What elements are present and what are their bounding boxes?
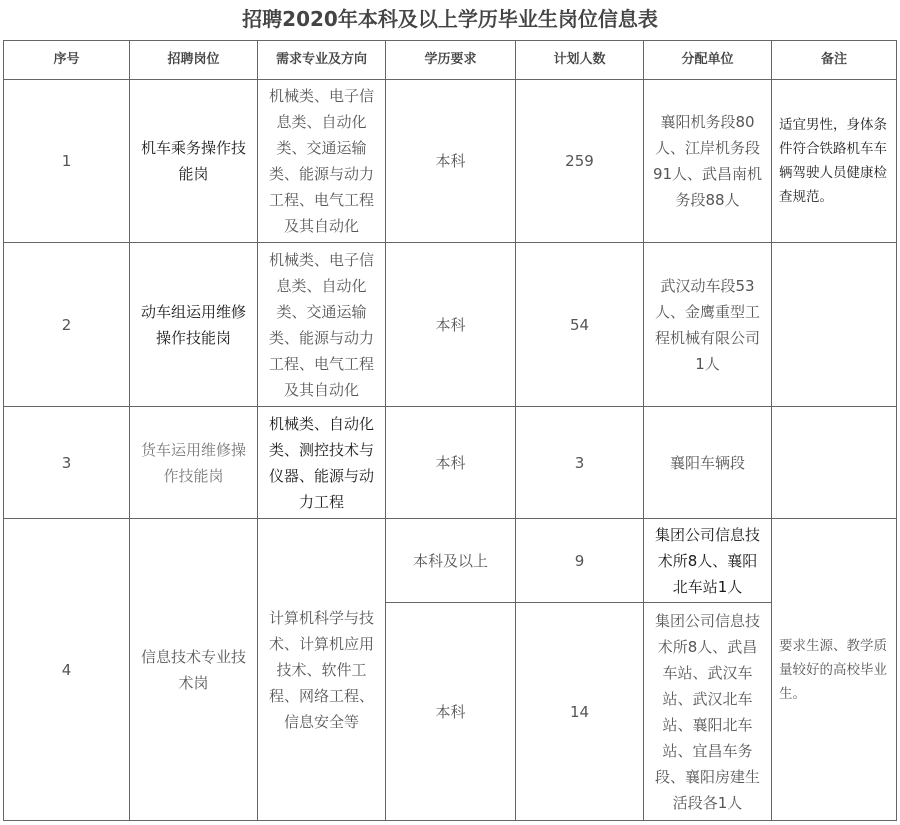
remark: 适宜男性，身体条件符合铁路机车车辆驾驶人员健康检查规范。: [772, 80, 897, 243]
row-number: 1: [4, 80, 130, 243]
row-number: 3: [4, 407, 130, 519]
assigned-unit: 集团公司信息技术所8人、武昌车站、武汉车站、武汉北车站、襄阳北车站、宜昌车务段、襄阳房建生活段各1人: [644, 603, 772, 821]
assigned-unit: 襄阳机务段80人、江岸机务段91人、武昌南机务段88人: [644, 80, 772, 243]
row-number: 2: [4, 243, 130, 407]
assigned-unit: 襄阳车辆段: [644, 407, 772, 519]
position-name: 机车乘务操作技能岗: [130, 80, 258, 243]
major-list: 机械类、电子信息类、自动化类、交通运输类、能源与动力工程、电气工程及其自动化: [258, 243, 386, 407]
education-requirement: 本科及以上: [386, 519, 516, 603]
plan-count: 259: [516, 80, 644, 243]
recruitment-table: [3, 40, 897, 821]
major-list: 计算机科学与技术、计算机应用技术、软件工程、网络工程、信息安全等: [258, 519, 386, 821]
remark: [772, 407, 897, 519]
major-list: 机械类、电子信息类、自动化类、交通运输类、能源与动力工程、电气工程及其自动化: [258, 80, 386, 243]
header-cell-majors: 需求专业及方向: [258, 41, 386, 80]
table-row: [4, 243, 897, 407]
table-row: [4, 519, 897, 603]
remark: [772, 243, 897, 407]
header-cell-education: 学历要求: [386, 41, 516, 80]
header-row: [4, 41, 897, 80]
education-requirement: 本科: [386, 407, 516, 519]
row-number: 4: [4, 519, 130, 821]
position-name: 货车运用维修操作技能岗: [130, 407, 258, 519]
header-cell-no: 序号: [4, 41, 130, 80]
position-name: 信息技术专业技术岗: [130, 519, 258, 821]
header-cell-position: 招聘岗位: [130, 41, 258, 80]
header-cell-count: 计划人数: [516, 41, 644, 80]
position-name: 动车组运用维修操作技能岗: [130, 243, 258, 407]
remark: 要求生源、教学质量较好的高校毕业生。: [772, 519, 897, 821]
plan-count: 3: [516, 407, 644, 519]
header-cell-unit: 分配单位: [644, 41, 772, 80]
table-row: [4, 407, 897, 519]
plan-count: 9: [516, 519, 644, 603]
plan-count: 54: [516, 243, 644, 407]
assigned-unit: 武汉动车段53人、金鹰重型工程机械有限公司1人: [644, 243, 772, 407]
page-title: 招聘2020年本科及以上学历毕业生岗位信息表: [242, 7, 658, 31]
table-row: [4, 80, 897, 243]
header-cell-note: 备注: [772, 41, 897, 80]
education-requirement: 本科: [386, 603, 516, 821]
education-requirement: 本科: [386, 243, 516, 407]
plan-count: 14: [516, 603, 644, 821]
assigned-unit: 集团公司信息技术所8人、襄阳北车站1人: [644, 519, 772, 603]
major-list: 机械类、自动化类、测控技术与仪器、能源与动力工程: [258, 407, 386, 519]
education-requirement: 本科: [386, 80, 516, 243]
